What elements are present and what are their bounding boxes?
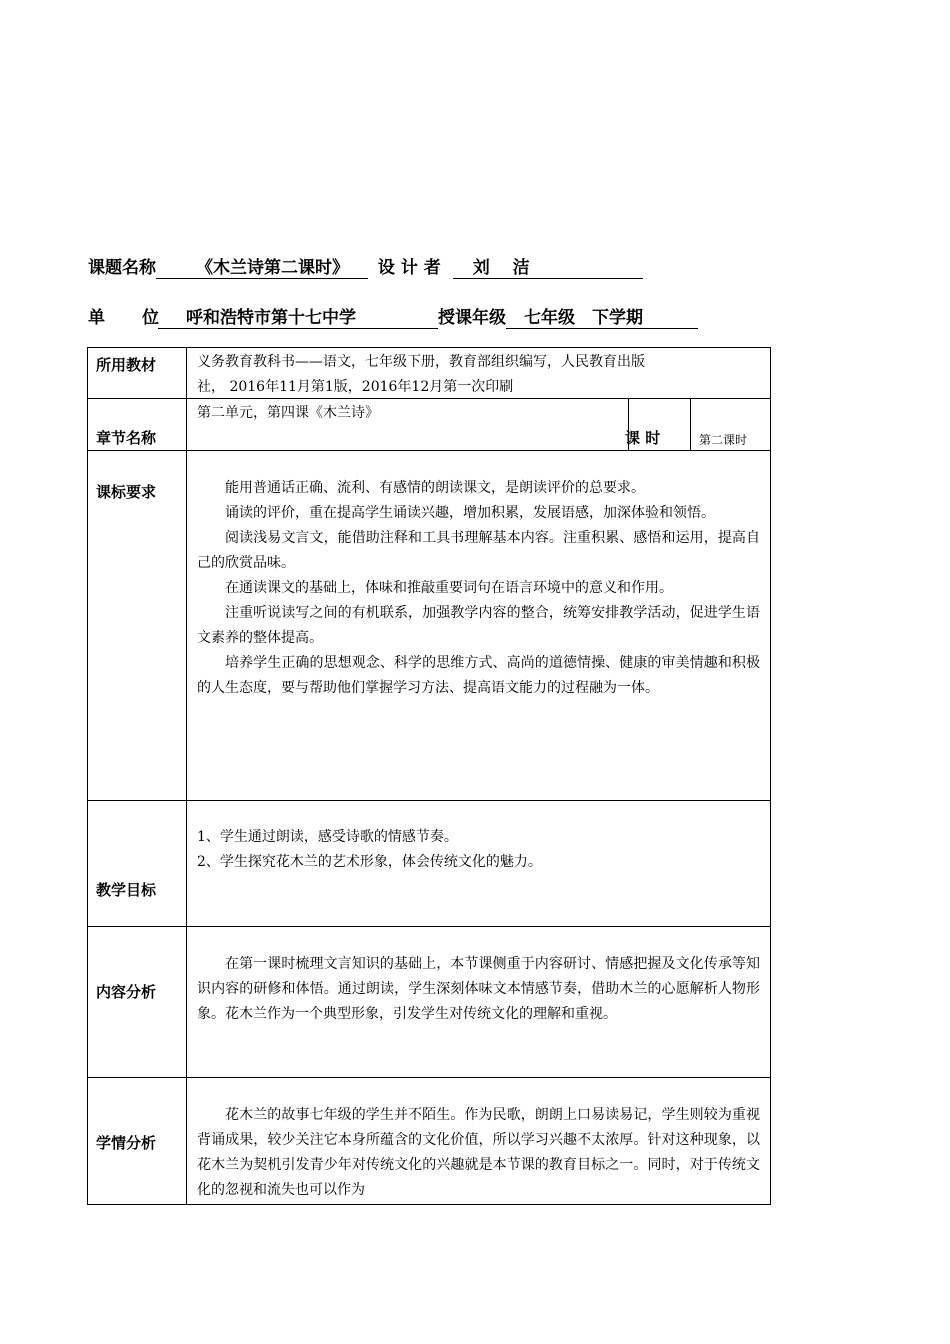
row-students [87, 1078, 771, 1205]
goal-item-1: 1、学生通过朗读，感受诗歌的情感节奏。 [197, 829, 458, 845]
row-content-label-cell [88, 927, 187, 1077]
goals-content [187, 801, 770, 926]
row-students-label-cell [88, 1078, 187, 1204]
row-goals-label-cell [88, 801, 187, 926]
row-chapter [87, 399, 771, 451]
period-label-cell [609, 399, 691, 450]
students-text: 花木兰的故事七年级的学生并不陌生。作为民歌，朗朗上口易读易记，学生则较为重视背诵成果，较少关注它本身所蕴含的文化价值，所以学习兴趣不太浓厚。针对这种现象，以花木兰为契机引发青少年对传统文化的兴趣就是本节课的教育目标之一。同时，对于传统文化的忽视和流失也可以作为 [197, 1107, 760, 1198]
period-value: 第二课时 [699, 433, 748, 447]
chapter-value: 第二单元，第四课《木兰诗》 [197, 405, 379, 421]
designer-label: 设 计 者 [377, 258, 441, 278]
standard-para-6: 培养学生正确的思想观念、科学的思维方式、高尚的道德情操、健康的审美情趣和积极的人生态度，要与帮助他们掌握学习方法、提高语文能力的过程融为一体。 [197, 655, 760, 696]
chapter-label: 章节名称 [96, 429, 157, 447]
textbook-line-2: 社， 2016年11月第1版，2016年12月第一次印刷 [197, 379, 514, 395]
designer-field [453, 258, 643, 279]
lesson-table [87, 347, 771, 1205]
row-textbook [87, 347, 771, 399]
standard-para-2: 诵读的评价，重在提高学生诵读兴趣，增加积累，发展语感，加深体验和领悟。 [225, 505, 715, 521]
chapter-value-cell [187, 399, 629, 450]
topic-label: 课题名称 [88, 258, 156, 278]
standard-para-3: 阅读浅易文言文，能借助注释和工具书理解基本内容。注重积累、感悟和运用，提高自己的欣赏品味。 [197, 530, 760, 571]
unit-field [158, 308, 438, 329]
topic-value: 《木兰诗第二课时》 [196, 258, 349, 278]
students-analysis [187, 1078, 770, 1204]
row-goals [87, 801, 771, 927]
content-label: 内容分析 [96, 983, 157, 1001]
standard-label: 课标要求 [96, 483, 157, 501]
row-standard-label-cell [88, 451, 187, 800]
textbook-label: 所用教材 [96, 356, 157, 374]
row-chapter-label-cell [88, 399, 187, 450]
unit-line [88, 303, 698, 329]
standard-para-1: 能用普通话正确、流利、有感情的朗读课文，是朗读评价的总要求。 [225, 480, 645, 496]
unit-label: 单 位 [88, 308, 160, 328]
goals-label: 教学目标 [96, 881, 157, 899]
row-standard [87, 451, 771, 801]
topic-field [156, 258, 368, 279]
textbook-content [187, 348, 770, 398]
grade-value: 七年级 下学期 [524, 308, 643, 328]
goal-item-2: 2、学生探究花木兰的艺术形象，体会传统文化的魅力。 [197, 854, 542, 870]
content-analysis [187, 927, 770, 1077]
standard-para-5: 注重听说读写之间的有机联系，加强教学内容的整合，统筹安排教学活动，促进学生语文素养的整体提高。 [197, 605, 760, 646]
content-text: 在第一课时梳理文言知识的基础上，本节课侧重于内容研讨、情感把握及文化传承等知识内容的研修和体悟。通过朗读，学生深刻体味文本情感节奏，借助木兰的心愿解析人物形象。花木兰作为一个典型形象，引发学生对传统文化的理解和重视。 [197, 956, 760, 1022]
grade-label: 授课年级 [438, 308, 506, 328]
designer-value: 刘 洁 [472, 258, 530, 278]
standard-para-4: 在通读课文的基础上，体味和推敲重要词句在语言环境中的意义和作用。 [225, 580, 673, 596]
students-label: 学情分析 [96, 1134, 157, 1152]
row-textbook-label-cell [88, 348, 187, 398]
period-label: 课 时 [625, 429, 661, 447]
period-value-cell [691, 399, 770, 450]
grade-field [506, 308, 698, 329]
row-content [87, 927, 771, 1078]
unit-value: 呼和浩特市第十七中学 [186, 308, 356, 328]
topic-line [88, 253, 643, 279]
standard-content [187, 451, 770, 800]
textbook-line-1: 义务教育教科书——语文，七年级下册，教育部组织编写，人民教育出版 [197, 354, 645, 370]
